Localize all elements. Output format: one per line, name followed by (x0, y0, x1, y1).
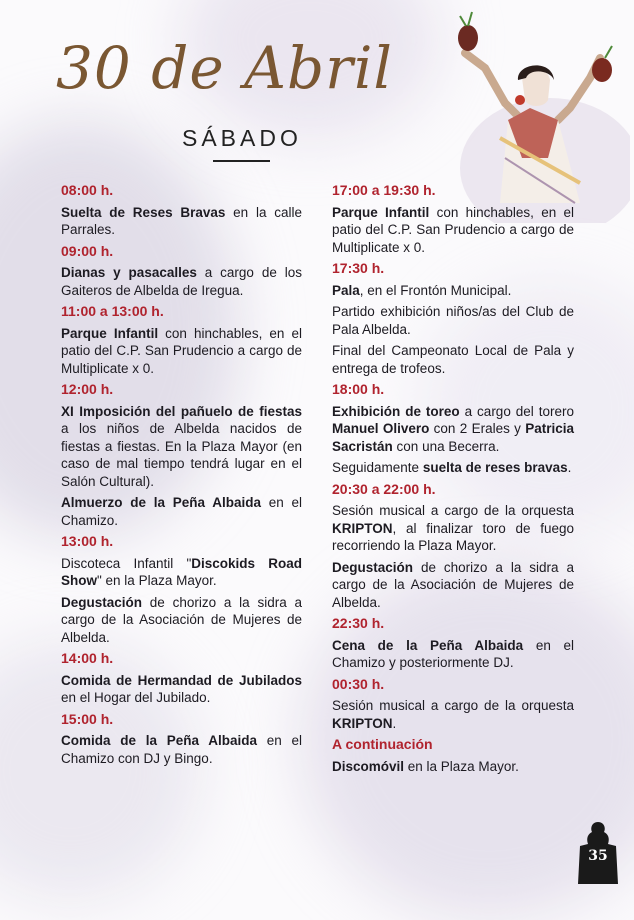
right-schedule-column (332, 182, 574, 779)
event-highlight: Comida de la Peña Albaida (61, 733, 257, 748)
event-description (332, 403, 574, 456)
event-description (61, 594, 302, 647)
event-text: Final del Campeonato Local de Pala y entrega de trofeos. (332, 343, 574, 376)
schedule-time: 17:00 a 19:30 h. (332, 182, 436, 198)
event-highlight: suelta de reses bravas (422, 460, 568, 475)
title-underline (213, 160, 270, 162)
left-schedule-column (61, 182, 302, 771)
schedule-time: 17:30 h. (332, 260, 385, 276)
event-highlight: Parque Infantil (332, 204, 430, 220)
schedule-time: A continuación (332, 736, 433, 752)
schedule-entry (332, 481, 574, 612)
event-text: . (392, 715, 397, 731)
event-text: Sesión musical a cargo de la orquesta (332, 698, 574, 713)
event-highlight: Almuerzo de la Peña Albaida (61, 495, 261, 510)
event-description (332, 204, 574, 257)
event-text: en el Chamizo y posteriormente DJ. (332, 637, 574, 670)
event-description (332, 459, 574, 477)
schedule-entry (61, 243, 302, 300)
event-description (332, 502, 574, 555)
schedule-entry (332, 182, 574, 256)
event-text: Discoteca Infantil " (61, 555, 192, 571)
schedule-entry (332, 381, 574, 477)
event-description (61, 555, 302, 590)
event-text: " en la Plaza Mayor. (97, 573, 217, 588)
event-description (61, 204, 302, 239)
event-highlight: KRIPTON (332, 715, 393, 731)
event-text: Sesión musical a cargo de la orquesta (332, 503, 574, 518)
event-text: a los niños de Albelda nacidos de fiestas a fiestas. En la Plaza Mayor (en caso de mal tiempo tendrá lugar en el Salón Cultural). (61, 421, 302, 489)
event-text: con hinchables, en el patio del C.P. San Prudencio a cargo de Multiplicate x 0. (332, 204, 574, 255)
schedule-entry (61, 182, 302, 239)
event-description (332, 303, 574, 338)
event-highlight: Cena de la Peña Albaida (332, 637, 524, 653)
event-highlight: Degustación (332, 559, 414, 575)
schedule-entry (61, 533, 302, 646)
event-text: de chorizo a la sidra a cargo de la Asociación de Mujeres de Albelda. (332, 559, 574, 610)
event-highlight: Parque Infantil (61, 325, 159, 341)
day-subtitle: SÁBADO (182, 125, 302, 151)
schedule-entry (61, 650, 302, 707)
event-highlight: XI Imposición del pañuelo de fiestas (61, 403, 302, 419)
event-description (332, 282, 574, 300)
event-text: Seguidamente (332, 460, 423, 475)
schedule-entry (332, 736, 574, 775)
schedule-time: 11:00 a 13:00 h. (61, 303, 164, 319)
schedule-time: 15:00 h. (61, 710, 114, 727)
event-description (332, 559, 574, 612)
schedule-time: 12:00 h. (61, 381, 114, 397)
event-highlight: Comida de Hermandad de Jubilados (61, 672, 302, 688)
schedule-time: 18:00 h. (332, 381, 385, 397)
schedule-time: 14:00 h. (61, 650, 114, 666)
event-text: . (567, 460, 572, 475)
schedule-time: 00:30 h. (332, 675, 385, 692)
event-highlight: Manuel Olivero (332, 421, 430, 436)
schedule-time: 20:30 a 22:00 h. (332, 480, 436, 497)
event-text: en el Chamizo con DJ y Bingo. (61, 733, 302, 766)
event-description (332, 637, 574, 672)
event-highlight: Pala (332, 282, 360, 298)
event-text: en la calle Parrales. (61, 204, 303, 237)
schedule-time: 22:30 h. (332, 615, 385, 631)
event-text: de chorizo a la sidra a cargo de la Asociación de Mujeres de Albelda. (61, 594, 302, 645)
event-description (61, 403, 302, 491)
schedule-entry (332, 260, 574, 377)
event-description (61, 325, 302, 378)
schedule-entry (61, 381, 302, 529)
event-text: Partido exhibición niños/as del Club de Pala Albelda. (332, 304, 574, 337)
event-text: a cargo de los Gaiteros de Albelda de Iregua. (61, 265, 302, 298)
schedule-time: 13:00 h. (61, 533, 114, 549)
event-highlight: KRIPTON (332, 520, 393, 536)
event-text: , en el Frontón Municipal. (359, 282, 512, 298)
event-description (332, 758, 574, 776)
event-highlight: Discokids Road Show (61, 555, 303, 588)
schedule-time: 09:00 h. (61, 242, 114, 259)
schedule-entry (61, 303, 302, 377)
page-title: 30 de Abril (56, 34, 393, 102)
event-highlight: Suelta de Reses Bravas (61, 204, 226, 220)
event-text: a cargo del torero (459, 403, 574, 419)
event-text: en el Chamizo. (61, 495, 302, 528)
schedule-entry (332, 615, 574, 672)
event-description (332, 342, 574, 377)
event-text: en el Hogar del Jubilado. (61, 690, 211, 705)
schedule-entry (61, 711, 302, 768)
event-highlight: Discomóvil (332, 758, 405, 774)
event-description (61, 494, 302, 529)
schedule-time: 08:00 h. (61, 182, 114, 198)
event-description (61, 672, 302, 707)
event-highlight: Exhibición de toreo (332, 403, 460, 419)
schedule-entry (332, 676, 574, 733)
event-description (332, 697, 574, 732)
event-text: en la Plaza Mayor. (404, 758, 519, 774)
event-highlight: Patricia Sacristán (332, 421, 574, 454)
event-text: , al finalizar toro de fuego recorriendo la Plaza Mayor. (332, 520, 574, 553)
page-number: 35 (588, 848, 608, 864)
event-description (61, 264, 302, 299)
event-text: con 2 Erales y (429, 421, 526, 436)
event-highlight: Dianas y pasacalles (61, 265, 197, 280)
event-highlight: Degustación (61, 594, 143, 610)
event-description (61, 732, 302, 767)
event-text: con una Becerra. (392, 438, 500, 454)
event-text: con hinchables, en el patio del C.P. San Prudencio a cargo de Multiplicate x 0. (61, 325, 302, 376)
